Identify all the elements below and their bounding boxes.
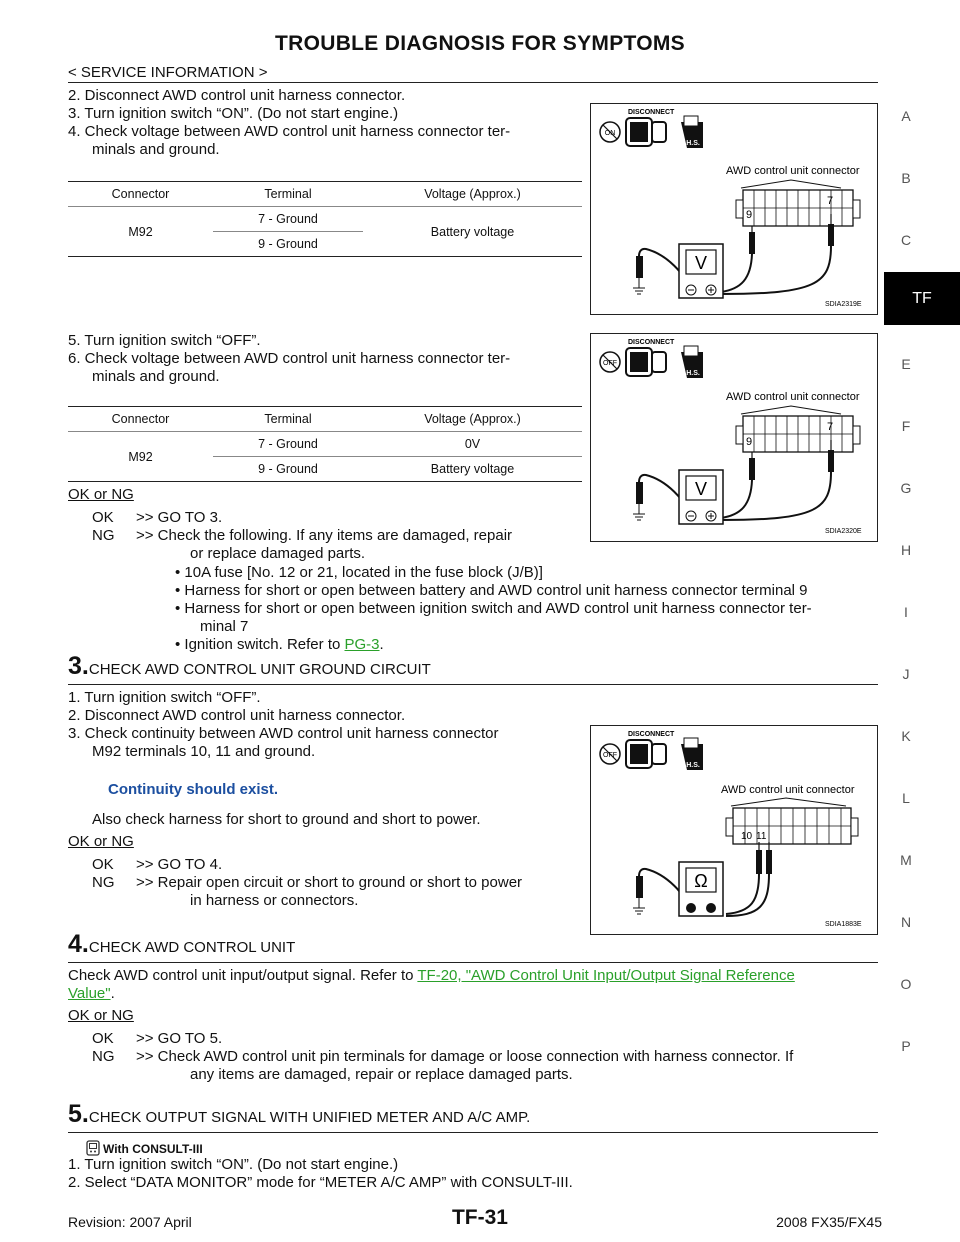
step4-text: Check AWD control unit input/output signal. Refer to xyxy=(68,967,414,984)
side-index-g[interactable]: G xyxy=(900,480,912,496)
step5-divider xyxy=(68,1132,878,1133)
side-index-e[interactable]: E xyxy=(901,356,911,372)
disconnect-label: DISCONNECT xyxy=(628,339,675,346)
meter-symbol: V xyxy=(694,253,708,273)
hs-label: H.S. xyxy=(686,370,700,377)
ok-result: >> GO TO 3. xyxy=(136,509,223,526)
step-number: 5. xyxy=(68,1100,89,1128)
step2-line: 6. Check voltage between AWD control unit harness connector ter- xyxy=(68,350,511,367)
step-number: 3. xyxy=(68,652,89,680)
side-index-h[interactable]: H xyxy=(900,542,912,558)
step5-heading xyxy=(68,1100,530,1129)
figure-voltage-check-off xyxy=(590,333,878,542)
step4-line xyxy=(68,967,795,984)
ng-result: >> Repair open circuit or short to ground or short to power xyxy=(136,874,523,891)
side-index-l[interactable]: L xyxy=(902,790,910,806)
awd-connector-diagram xyxy=(736,406,860,452)
ng-result: >> Check the following. If any items are damaged, repair xyxy=(136,527,513,544)
step3-line: 3. Check continuity between AWD control unit harness connector xyxy=(68,725,499,742)
check-item: • Harness for short or open between battery and AWD control unit harness connector terminal 9 xyxy=(175,582,808,599)
hs-label: H.S. xyxy=(686,762,700,769)
step2-line: 4. Check voltage between AWD control unit harness connector ter- xyxy=(68,123,511,140)
ng-result: any items are damaged, repair or replace damaged parts. xyxy=(190,1066,573,1083)
table-cell: 9 - Ground xyxy=(258,237,318,251)
table-cell-connector: M92 xyxy=(128,224,153,239)
connector-label: AWD control unit connector xyxy=(726,391,860,403)
ng-result: >> Check AWD control unit pin terminals for damage or loose connection with harness connector. If xyxy=(136,1048,794,1065)
side-index-o[interactable]: O xyxy=(900,976,912,992)
step3-line: M92 terminals 10, 11 and ground. xyxy=(92,743,316,760)
step4-heading xyxy=(68,930,295,959)
step-title: CHECK AWD CONTROL UNIT GROUND CIRCUIT xyxy=(88,661,431,678)
page-title: TROUBLE DIAGNOSIS FOR SYMPTOMS xyxy=(275,32,685,55)
model-label: 2008 FX35/FX45 xyxy=(776,1214,882,1230)
tf20-link-cont[interactable]: Value" xyxy=(68,985,111,1002)
check-item: • Harness for short or open between ignition switch and AWD control unit harness connector ter- xyxy=(175,600,812,617)
check-item: • 10A fuse [No. 12 or 21, located in the fuse block (J/B)] xyxy=(175,564,543,581)
switch-state: OFF xyxy=(603,360,617,367)
side-index-f[interactable]: F xyxy=(901,418,911,434)
side-index-i[interactable]: I xyxy=(904,604,908,620)
meter-symbol: V xyxy=(694,479,708,499)
tf20-link[interactable]: TF-20, "AWD Control Unit Input/Output Signal Reference xyxy=(417,967,795,984)
ok-label: OK xyxy=(92,1030,114,1047)
figure-code: SDIA1883E xyxy=(825,921,862,928)
voltage-table-1 xyxy=(68,181,582,257)
check-item xyxy=(175,636,384,653)
with-consult-label: With CONSULT-III xyxy=(103,1142,203,1156)
connector-plug-icon xyxy=(626,348,666,376)
side-index-k[interactable]: K xyxy=(901,728,911,744)
check-item-period: . xyxy=(379,636,384,653)
revision-label: Revision: 2007 April xyxy=(68,1214,192,1230)
table-header: Voltage (Approx.) xyxy=(424,412,521,426)
ok-or-ng-label: OK or NG xyxy=(68,833,134,850)
figure-continuity-check xyxy=(590,725,878,935)
ok-label: OK xyxy=(92,509,114,526)
pin-label: 9 xyxy=(746,436,753,448)
step2-line: minals and ground. xyxy=(92,368,220,385)
table-header: Terminal xyxy=(264,412,312,426)
connector-plug-icon xyxy=(626,740,666,768)
connector-label: AWD control unit connector xyxy=(721,784,855,796)
connector-label: AWD control unit connector xyxy=(726,165,860,177)
figure-voltage-check-on xyxy=(590,103,878,315)
side-index-m[interactable]: M xyxy=(900,852,912,868)
step2-line: 5. Turn ignition switch “OFF”. xyxy=(68,332,261,349)
step4-period: . xyxy=(110,985,115,1002)
connector-plug-icon xyxy=(626,118,666,146)
disconnect-label: DISCONNECT xyxy=(628,731,675,738)
step3-line: 2. Disconnect AWD control unit harness connector. xyxy=(68,707,406,724)
ok-or-ng-label: OK or NG xyxy=(68,486,134,503)
side-index-tf-active[interactable]: TF xyxy=(884,272,960,325)
ng-label: NG xyxy=(92,527,115,544)
pin-label: 10 xyxy=(741,831,753,842)
pin-label: 9 xyxy=(746,209,753,221)
step2-line: 3. Turn ignition switch “ON”. (Do not start engine.) xyxy=(68,105,399,122)
step-number: 4. xyxy=(68,930,89,958)
check-item: minal 7 xyxy=(200,618,249,635)
awd-connector-diagram xyxy=(736,180,860,226)
table-cell: Battery voltage xyxy=(430,224,515,239)
table-cell: 7 - Ground xyxy=(258,212,318,226)
header-divider xyxy=(68,82,878,83)
ng-label: NG xyxy=(92,1048,115,1065)
side-index-a[interactable]: A xyxy=(901,108,911,124)
ok-label: OK xyxy=(92,856,114,873)
side-index-n[interactable]: N xyxy=(900,914,912,930)
pin-label: 7 xyxy=(827,421,834,433)
table-cell: 0V xyxy=(464,437,481,451)
side-index-j[interactable]: J xyxy=(902,666,910,682)
ok-result: >> GO TO 4. xyxy=(136,856,223,873)
page-number: TF-31 xyxy=(451,1206,508,1229)
check-item-text: • Ignition switch. Refer to xyxy=(175,636,341,653)
figure-code: SDIA2319E xyxy=(825,301,862,308)
side-index-c[interactable]: C xyxy=(900,232,912,248)
step-title: CHECK OUTPUT SIGNAL WITH UNIFIED METER AND A/C AMP. xyxy=(88,1109,531,1126)
step3-divider xyxy=(68,684,878,685)
step-title: CHECK AWD CONTROL UNIT xyxy=(88,939,296,956)
side-index-b[interactable]: B xyxy=(901,170,911,186)
figure-code: SDIA2320E xyxy=(825,528,862,535)
switch-state: OFF xyxy=(603,752,617,759)
meter-symbol: Ω xyxy=(694,871,708,891)
step3-note: Also check harness for short to ground and short to power. xyxy=(92,811,481,828)
table-header: Terminal xyxy=(264,187,312,201)
table-cell: Battery voltage xyxy=(430,462,515,476)
ng-result: or replace damaged parts. xyxy=(190,545,366,562)
side-index-p[interactable]: P xyxy=(901,1038,911,1054)
step2-line: minals and ground. xyxy=(92,141,220,158)
ng-result: in harness or connectors. xyxy=(190,892,359,909)
step3-heading xyxy=(68,652,431,681)
pin-label: 11 xyxy=(756,831,767,842)
ok-or-ng-label: OK or NG xyxy=(68,1007,134,1024)
table-header: Voltage (Approx.) xyxy=(424,187,521,201)
table-cell: 9 - Ground xyxy=(258,462,318,476)
table-header: Connector xyxy=(111,412,170,426)
step5-line: 2. Select “DATA MONITOR” mode for “METER A/C AMP” with CONSULT-III. xyxy=(68,1174,573,1191)
ng-label: NG xyxy=(92,874,115,891)
step5-line: 1. Turn ignition switch “ON”. (Do not start engine.) xyxy=(68,1156,399,1173)
table-header: Connector xyxy=(111,187,170,201)
table-cell-connector: M92 xyxy=(128,449,153,464)
pg3-link[interactable]: PG-3 xyxy=(344,636,380,653)
step4-line xyxy=(68,985,115,1002)
continuity-spec: Continuity should exist. xyxy=(108,781,279,798)
switch-state: ON xyxy=(604,130,616,137)
step4-divider xyxy=(68,962,878,963)
pin-label: 7 xyxy=(827,195,834,207)
disconnect-label: DISCONNECT xyxy=(628,109,675,116)
table-cell: 7 - Ground xyxy=(258,437,318,451)
step3-line: 1. Turn ignition switch “OFF”. xyxy=(68,689,261,706)
voltage-table-2 xyxy=(68,406,582,482)
ok-result: >> GO TO 5. xyxy=(136,1030,223,1047)
step2-line: 2. Disconnect AWD control unit harness connector. xyxy=(68,87,406,104)
hs-label: H.S. xyxy=(686,140,700,147)
section-subtitle: < SERVICE INFORMATION > xyxy=(68,64,268,81)
